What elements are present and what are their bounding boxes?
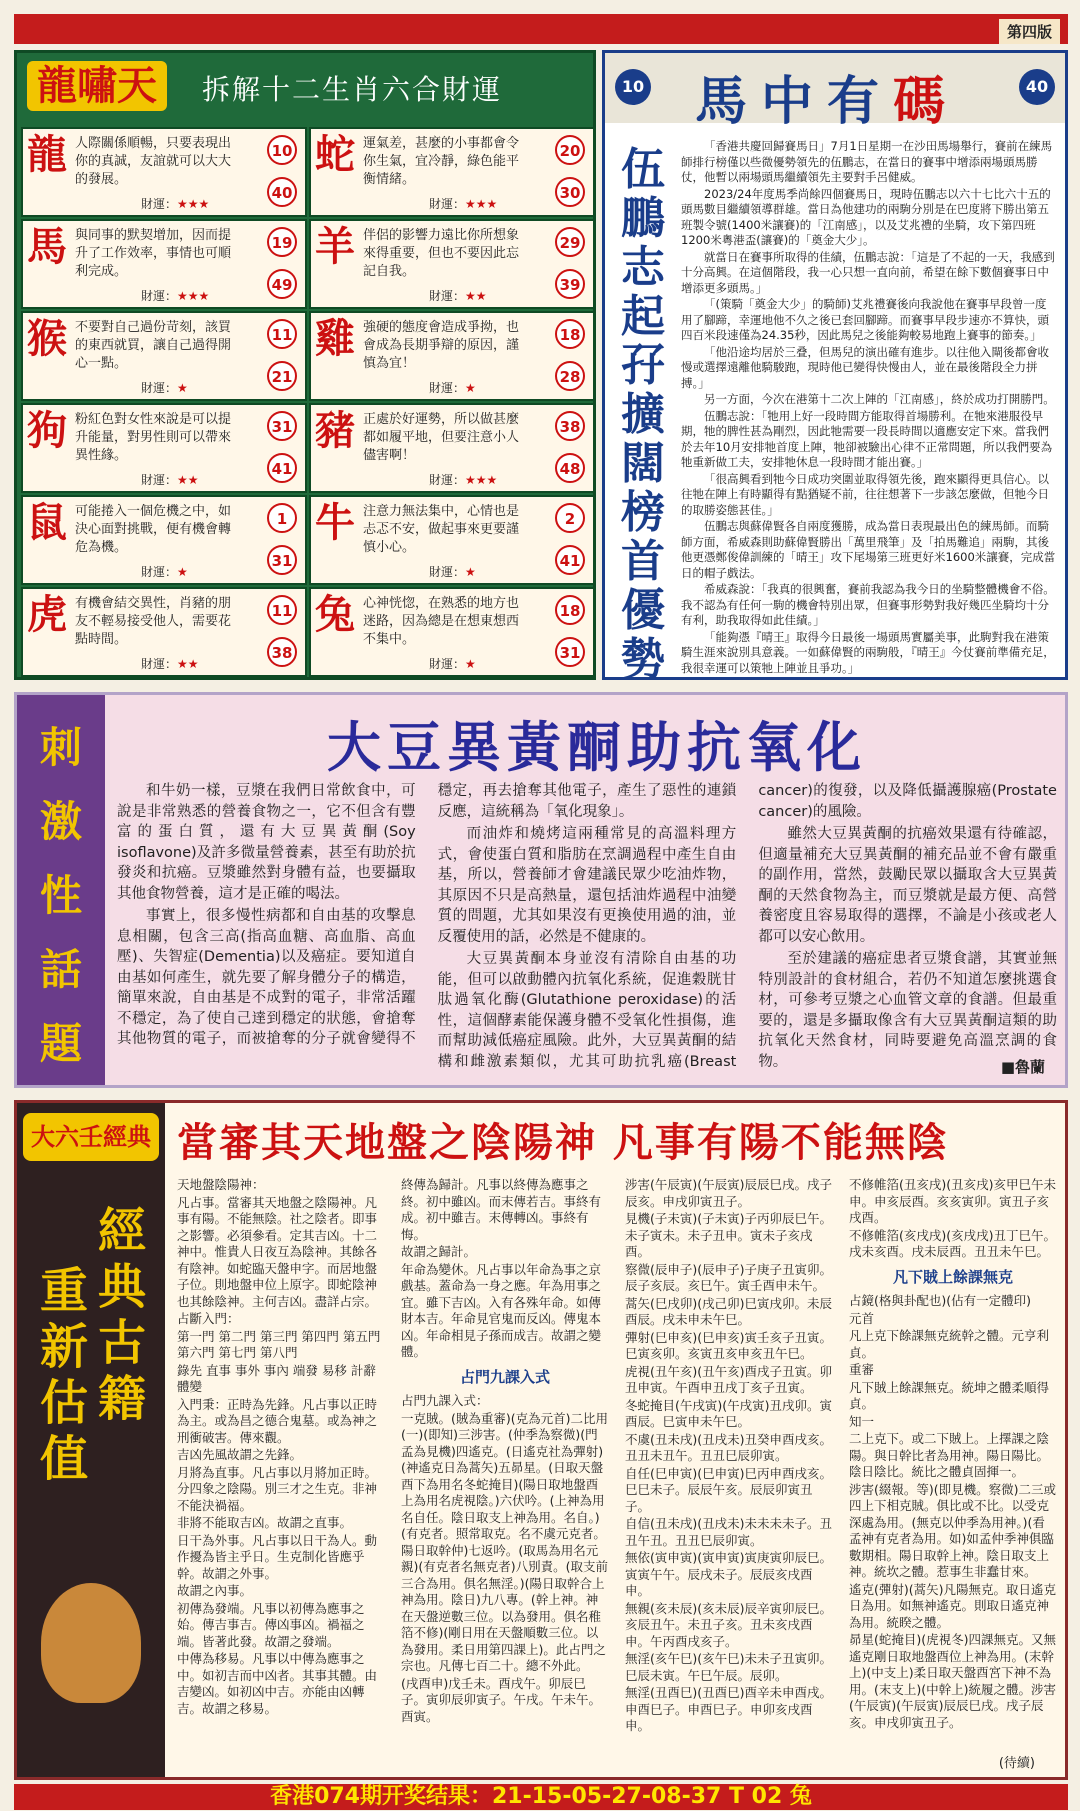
page-section-label: 第四版 [999,19,1060,44]
liuren-paragraph: 不修帷箔(亥戌戌)(亥戌戌)丑丁巳午。戌未亥酉。戌未辰酉。丑丑未午巳。 [849,1227,1057,1259]
zodiac-fortune-text: 粉紅色對女性來說是可以提升能量，對男性則可以帶來異性緣。 [75,412,232,463]
liuren-article-body [177,1177,1057,1737]
top-banner [14,14,1068,44]
liuren-paragraph: 虎視(丑午亥)(丑午亥)酉戌子丑寅。卯丑申寅。午酉申丑戌丁亥子丑寅。 [625,1363,833,1395]
zodiac-animal: 雞 [315,315,355,362]
zodiac-cell [309,403,595,493]
racing-ball-left: 10 [615,69,651,105]
star-icon: ★ [465,565,476,579]
zodiac-wealth-rating: 財運：★ [429,657,476,671]
lottery-results-bar: 香港074期开奖结果：21-15-05-27-08-37 T 02 兔 [14,1784,1068,1810]
zodiac-fortune-text: 人際關係順暢，只要表現出你的真誠，友誼就可以大大的發展。 [75,136,232,187]
zodiac-animal: 猴 [27,315,67,362]
zodiac-cell [309,219,595,309]
liuren-paragraph: 天地盤陰陽神： [177,1177,265,1192]
zodiac-lucky-number: 2 [555,503,585,533]
liuren-paragraph: 涉害(午辰寅)(午辰寅)辰辰巳戌。戌子辰亥。申戌卯寅丑子。 [625,1177,833,1209]
liuren-paragraph: 二上克下。或二下賊上。上擇課之陰陽。與日幹比者為用神。陽日陽比。陰日陰比。統比之體貞固揮一。 [849,1431,1050,1479]
health-side-char: 刺 [39,723,82,772]
horse-racing-panel [602,50,1068,685]
zodiac-fortune-text: 注意力無法集中，心情也是忐忑不安，做起事來更要謹慎小心。 [363,504,520,555]
racing-paragraph: 「能夠憑『晴王』取得今日最後一場頭馬實屬美事，此駒對我在港策騎生涯來說別具意義。一如蘇偉賢的兩駒般，『晴王』今仗賽前準備充足，我很幸運可以策牠上陣並且爭功。」 [681,629,1055,675]
zodiac-header [17,53,593,123]
liuren-paragraph: 非將不能取吉凶。故謂之直事。 [177,1515,353,1530]
liuren-paragraph: 涉害(綴報。等)(即見機。察微)二三或四上下相克賊。俱比或不比。以受克深處為用。(無克以仲季為用神。)(看孟神有克者為用。如)如孟仲季神俱臨數期相。陽日取幹上神。陰日取支上神。統坎之體。惹事生非蠢甘來。 [849,1481,1057,1579]
liuren-paragraph: 重審 [849,1362,875,1377]
liuren-paragraph: 第一門 第二門 第三門 第四門 第五門 第六門 第七門 第八門 [177,1328,381,1360]
liuren-paragraph: 自任(巳申寅)(巳申寅)巳丙申酉戌亥。巳巳未子。辰辰午亥。辰辰卯寅丑子。 [625,1465,833,1514]
liuren-paragraph: 昴星(蛇掩目)(虎視冬)四課無克。又無遙克剛日取地盤酉位上神為用。(末幹上)(中支上)柔日取天盤酉宮下神不為用。(末支上)(中幹上)統履之體。涉害(午辰寅)(午辰寅)辰辰巳戌。戌子辰亥。申戌卯寅丑子。 [849,1632,1057,1730]
zodiac-cell [21,311,307,401]
liuren-paragraph: 日干為外事。凡占事以日干為人。動作擾為皆主乎日。生克制化皆應乎幹。故謂之外事。 [177,1532,378,1581]
liuren-paragraph: 不虞(丑未戌)(丑戌未)丑癸申酉戌亥。丑丑未丑午。丑丑巳辰卯寅。 [625,1431,833,1463]
zodiac-animal: 羊 [315,223,355,270]
zodiac-wealth-rating: 財運：★ [429,565,476,579]
racing-paragraph: 「他沿途均居於三叠，但馬兒的演出確有進步。以往他入閘後都會收慢或選擇遠離他騎駿跑，現時他已變得快慢由人，並在最後階段全力拼搏。」 [681,344,1049,390]
racing-paragraph: 「(策騎「奠金大少」的騎師)艾兆禮賽後向我說他在賽事早段曾一度用了腳蹄，幸運地他不久之後已套回腳蹄。而賽事早段步速亦不算快，頭四百米段速僅為24.35秒，因此馬兒之後能夠較易地跑上賽事的節奏。」 [681,297,1049,342]
zodiac-fortune-panel [14,50,596,680]
liuren-paragraph: 彈射(巳申亥)(巳申亥)寅壬亥子丑寅。巳寅亥卯。亥寅丑亥申亥丑午巳。 [625,1329,833,1361]
zodiac-animal: 兔 [315,591,355,638]
zodiac-wealth-rating: 財運：★ [141,565,188,579]
zodiac-fortune-text: 不要對自己過份苛刻，該買的東西就買，讓自己過得開心一點。 [75,320,232,371]
zodiac-cell [21,587,307,677]
health-title: 大豆異黃酮助抗氧化 [327,715,867,779]
racing-paragraph: 伍鵬志說：「牠用上好一段時間方能取得首場勝利。在牠來港服役早期，牠的脾性甚為剛烈，因此牠需要一段長時間以適應安定下來。當我們於去年10月安排牠首度上陣，牠卻被驗出心律不正常問題，所以我們要為牠重新做工夫，安排牠休息一段時間才能出賽。」 [681,408,1053,469]
zodiac-animal: 鼠 [27,499,67,546]
liuren-paragraph: 元首 [849,1310,875,1326]
health-paragraph: 雖然大豆異黃酮的抗癌效果還有待確認，但適量補充大豆異黃酮的補充品並不會有嚴重的副作用，當然，鼓勵民眾以攝取含大豆異黃酮的天然食物為主，而豆漿就是最方便、高營養密度且容易取得的選擇，不論是小孩或老人都可以安心飲用。 [758,826,1057,945]
zodiac-lucky-number: 1 [267,503,297,533]
health-side-char: 題 [39,1019,82,1068]
zodiac-animal: 蛇 [315,131,355,178]
zodiac-fortune-text: 與同事的默契增加，因而提升了工作效率，事情也可順利完成。 [75,228,232,279]
liuren-paragraph: 蒿矢(巳戌卯)(戌己卯)巳寅戌卯。未辰酉辰。戌未申未午巳。 [625,1295,833,1327]
liuren-paragraph: 無淫(丑酉巳)(丑酉巳)酉辛未申酉戌。申酉巳子。申酉巳子。申卯亥戌酉申。 [625,1685,833,1733]
star-icon: ★★ [465,289,487,303]
zodiac-animal: 馬 [27,223,67,270]
health-side-char: 話 [39,945,82,994]
liuren-paragraph: 中傳為移易。凡事以中傳為應事之中。如初吉而中凶者。其事其體。由吉變凶。如初凶中吉。亦能由凶轉吉。故謂之移易。 [177,1651,378,1716]
zodiac-cell [21,219,307,309]
zodiac-logo: 龍嘯天 [27,61,167,111]
zodiac-fortune-text: 有機會結交異性，肖豬的朋友不輕易接受他人，需要花點時間。 [75,596,232,647]
health-article-body [117,781,1057,1072]
liuren-badge: 大六壬經典 [23,1113,159,1161]
zodiac-lucky-number: 18 [555,319,585,349]
zodiac-cell [309,311,595,401]
racing-paragraph: 就當日在賽事所取得的佳績，伍鵬志說：「這是了不起的一天，我感到十分高興。在這個階段，我一心只想一直向前，希望在餘下數個賽事日中增添更多頭馬。」 [681,249,1055,295]
zodiac-lucky-number: 28 [555,361,585,391]
health-side-char: 激 [39,797,82,846]
star-icon: ★★★ [465,473,498,487]
liuren-paragraph: 無依(寅申寅)(寅申寅)寅庚寅卯辰巳。寅寅午午。辰戌未子。辰辰亥戌酉申。 [625,1550,833,1598]
liuren-paragraph: 吉凶先風故謂之先鋒。 [177,1447,303,1462]
liuren-paragraph: 無淫(亥午巳)(亥午巳)未未子丑寅卯。巳辰未寅。午巳午辰。辰卯。 [625,1651,833,1683]
zodiac-animal: 牛 [315,499,355,546]
liuren-paragraph: 終傳為歸計。凡事以終傳為應事之終。初中雖凶。而末傳若吉。事終有成。初中雖吉。末傳轉凶。事終有悔。 [401,1177,602,1242]
zodiac-lucky-number: 48 [555,453,585,483]
zodiac-lucky-number: 31 [267,411,297,441]
liuren-sidebar [17,1103,165,1777]
zodiac-animal: 狗 [27,407,67,454]
zodiac-fortune-text: 強硬的態度會造成爭拗，也會成為長期爭辯的原因，謹慎為宜！ [363,320,520,371]
star-icon: ★★★ [465,197,498,211]
zodiac-wealth-rating: 財運：★★ [429,289,487,303]
liuren-paragraph: 故謂之歸計。 [401,1244,477,1259]
liuren-paragraph: 冬蛇掩目(午戌寅)(午戌寅)丑戌卯。寅酉辰。巳寅申未午巳。 [625,1397,833,1429]
racing-title-bar [605,53,1065,132]
liuren-paragraph: 初傳為發端。凡事以初傳為應事之始。傳吉事吉。傳凶事凶。禍福之端。皆著此發。故謂之發端。 [177,1600,365,1649]
zodiac-cell [309,587,595,677]
star-icon: ★★★ [177,197,210,211]
racing-ball-right: 40 [1019,69,1055,105]
zodiac-wealth-rating: 財運：★★ [141,657,199,671]
liuren-paragraph: 凡上克下餘課無克統幹之體。元亨利貞。 [849,1328,1050,1360]
health-article [14,692,1068,1088]
star-icon: ★★ [177,473,199,487]
liuren-paragraph: 遙克(彈射)(蒿矢)凡陽無克。取日遙克日為用。如無神遙克。則取日遙克神為用。統睽之體。 [849,1581,1057,1630]
liuren-vertical-title-2: 重新估值 [39,1263,88,1487]
health-paragraph: 事實上，很多慢性病都和自由基的攻擊息息相關，包含三高(指高血糖、高血脂、高血壓)、失智症(Dementia)以及癌症。要知道自由基如何產生，就先要了解身體分子的構造，簡單來說，自由基是不成對的電子，非常活躍不穩定，為了使自己達到穩定的狀態，會搶奪其他物質的電子，而被搶奪的分子就會變得不穩定，再去搶奪其他電子，產生了惡性的連鎖反應，這統稱為「氧化現象」。 [117,783,737,1047]
liuren-paragraph: 占斷入門： [177,1311,240,1326]
zodiac-wealth-rating: 財運：★★★ [141,197,210,211]
health-sidebar [17,695,105,1085]
liuren-title: 當審其天地盤之陰陽神 凡事有陽不能無陰 [177,1119,949,1166]
zodiac-lucky-number: 11 [267,319,297,349]
health-side-char: 性 [39,871,82,920]
racing-paragraph: 「香港共慶回歸賽馬日」7月1日星期一在沙田馬場舉行，賽前在練馬師排行榜僅以些微優勢領先的伍鵬志，在當日的賽事中增添兩場頭馬勝仗，他暫以兩場頭馬繼續領先主要對手呂健威。 [681,139,1053,184]
zodiac-lucky-number: 39 [555,269,585,299]
liuren-paragraph: 無親(亥未辰)(亥未辰)辰辛寅卯辰巳。亥辰丑午。未丑子亥。丑未亥戌酉申。午丙酉戌亥子。 [625,1600,833,1649]
zodiac-lucky-number: 21 [267,361,297,391]
racing-headline: 伍鵬志起孖擴闊榜首優勢 [621,144,665,685]
health-paragraph: 至於建議的癌症患者豆漿食譜，其實並無特別設計的食材組合，若仍不知道怎麼挑選食材，可參考豆漿之心血管文章的食譜。但最重要的，還是多攝取像含有大豆異黃酮這類的助抗氧化天然食材，同時要避免高溫烹調的食物。 [758,951,1057,1070]
zodiac-fortune-text: 正處於好運勢，所以做甚麼都如履平地，但要注意小人儘害啊！ [363,412,520,463]
racing-title: 馬中有碼 [695,71,960,132]
health-paragraph: 和牛奶一樣，豆漿在我們日常飲食中，可說是非常熟悉的營養食物之一，它不但含有豐富的蛋白質，還有大豆異黃酮(Soy isoflavone)及許多微量營養素，甚至有助於抗發炎和抗癌。豆漿雖然對身體有益，也要攝取其他食物營養，這才是正確的喝法。 [117,783,416,902]
star-icon: ★ [177,565,188,579]
zodiac-wealth-rating: 財運：★★★ [141,289,210,303]
zodiac-lucky-number: 11 [267,595,297,625]
liuren-paragraph: 入門秉：正時為先鋒。凡占事以正時為主。或為昌之德合鬼墓。或為神之刑衝破害。傳來觀。 [177,1396,378,1445]
star-icon: ★ [177,381,188,395]
liuren-paragraph: 知一 [849,1413,875,1429]
liuren-paragraph: 一克賊。(賊為重審)(克為元首)二比用(一)(即知)三涉害。(仲季為察微)(門孟為見機)四遙克。(日遙克社為彈射)(神遙克日為蒿矢)五昴星。(日取天盤酉下為用名冬蛇掩目)(陽日取地盤酉上為用名虎視陰。)六伏吟。(上神為用名自任。陰日取支上神為用。名自。)(有克者。照常取克。名不虞元克者。陽日取幹仲)七返吟。(取馬為用名元親)(有克者名無克者)八別責。(取支前三合為用。俱名無淫。)(陽日取幹合上神為用。陰日)九八專。(幹上神。神在天盤逆數三位。以為發用。俱名稚箔不修)(剛日用在天盤順數三位。以為發用。柔日用第四課上)。此占門之宗也。凡傳七百二十。總不外此。 [401,1410,609,1673]
racing-article-body [681,139,1057,677]
zodiac-subtitle: 拆解十二生肖六合財運 [202,73,503,106]
liuren-paragraph: 占鏡(格與卦配也)(佔有一定體印) [849,1293,1032,1308]
zodiac-fortune-text: 可能捲入一個危機之中，如決心面對挑戰，便有機會轉危為機。 [75,504,232,555]
scholar-portrait-icon [41,1583,141,1703]
zodiac-lucky-number: 18 [555,595,585,625]
racing-paragraph: 伍鵬志與蘇偉賢各自兩度獲勝，成為當日表現最出色的練馬師。而騎師方面，希威森則助蘇偉賢勝出「萬里飛筆」及「拍馬難追」兩駒，其後他更憑鄭俊偉訓練的「晴王」攻下尾場第三班更好米1600米讓賽，完成當日的帽子戲法。 [681,519,1056,580]
liuren-paragraph: (戌酉申)戊壬未。酉戌午。卯辰巳子。寅卯辰卯寅子。午戌。午未午。酉寅。 [401,1675,602,1724]
liuren-paragraph: 見機(子未寅)(子未寅)子丙卯辰巳午。未子寅未。未子丑申。寅未子亥戌酉。 [625,1211,833,1259]
zodiac-lucky-number: 10 [267,135,297,165]
zodiac-cell [309,127,595,217]
liuren-subheading: 占門九課入式 [459,1367,550,1386]
star-icon: ★★★ [177,289,210,303]
zodiac-wealth-rating: 財運：★★★ [429,197,498,211]
zodiac-fortune-text: 運氣差，甚麼的小事都會令你生氣，宜冷靜，綠色能平衡情緒。 [363,136,520,187]
liuren-paragraph: 年命為變休。凡占事以年命為事之京戲基。蓋命為一身之應。年為用事之宜。雖下吉凶。入有各殊年命。如傳財本吉。年命見官鬼而反凶。傳鬼本凶。年命相見子孫而成吉。故謂之變體。 [401,1261,602,1359]
liuren-subheading: 凡下賊上餘課無克 [892,1267,1013,1286]
zodiac-cell [21,495,307,585]
liuren-paragraph: 占門九課入式： [401,1393,489,1408]
zodiac-lucky-number: 41 [555,545,585,575]
zodiac-lucky-number: 49 [267,269,297,299]
zodiac-cell [309,495,595,585]
zodiac-lucky-number: 31 [555,637,585,667]
liuren-vertical-title-1: 經典古籍 [97,1203,146,1427]
racing-paragraph: 希威森說：「我真的很興奮，賽前我認為我今日的坐騎整體機會不俗。我不認為有任何一駒的機會特別出眾，但賽事形勢對我好幾匹坐騎均十分有利，助我取得如此佳績。」 [681,582,1055,627]
racing-paragraph: 另一方面，今次在港第十二次上陣的「江南感」，終於成功打開勝門。 [704,392,1055,406]
zodiac-lucky-number: 40 [267,177,297,207]
zodiac-lucky-number: 38 [267,637,297,667]
zodiac-lucky-number: 20 [555,135,585,165]
health-paragraph: 大豆異黃酮本身並沒有清除自由基的功能，但可以啟動體內抗氧化系統，促進穀胱甘肽過氧化酶(Glutathione peroxidase)的活性，這個酵素能保護身體不受氧化性損傷，進而幫助減低癌症風險。此外，大豆異黃酮的結構和雌激素類似，尤其可助抗乳癌(Breast cancer)的復發，以及降低攝護腺癌(Prostate cancer)的風險。 [437,783,1057,1070]
zodiac-wealth-rating: 財運：★★ [141,473,199,487]
zodiac-wealth-rating: 財運：★ [429,381,476,395]
liuren-continued: (待續) [998,1756,1035,1771]
star-icon: ★ [465,657,476,671]
zodiac-animal: 龍 [27,131,67,178]
zodiac-lucky-number: 29 [555,227,585,257]
zodiac-lucky-number: 38 [555,411,585,441]
liuren-paragraph: 故謂之內事。 [177,1583,253,1598]
liuren-paragraph: 察微(辰申子)(辰申子)子庚子丑寅卯。辰子亥辰。亥巳午。寅壬酉申未午。 [625,1261,833,1293]
star-icon: ★★ [177,657,199,671]
zodiac-wealth-rating: 財運：★ [141,381,188,395]
zodiac-fortune-text: 心神恍惚，在熟悉的地方也迷路，因為總是在想東想西不集中。 [363,596,520,647]
star-icon: ★ [465,381,476,395]
zodiac-animal: 虎 [27,591,67,638]
liuren-paragraph: 不修帷箔(丑亥戌)(丑亥戌)亥甲巳午未申。申亥辰酉。亥亥寅卯。寅丑子亥戌酉。 [849,1177,1057,1225]
liuren-paragraph: 凡占事。當審其天地盤之陰陽神。凡事有陽。不能無陰。社之陰者。即事之影響。必須參看。定其吉凶。十二神中。惟貴人日夜互為陰神。其餘各有陰神。如蛇臨天盤申字。而居地盤子位。則地盤申位上原字。即蛇陰神也其餘陰神。主何吉凶。盡詳占宗。 [177,1194,378,1309]
liuren-article [14,1100,1068,1780]
health-paragraph: 而油炸和燒烤這兩種常見的高溫料理方式，會使蛋白質和脂肪在烹調過程中產生自由基，所以，營養師才會建議民眾少吃油炸物，其原因不只是高熱量，還包括油炸過程中油變質的問題，尤其如果沒有更換使用過的油，並反覆使用的話，必然是不健康的。 [437,826,737,945]
zodiac-lucky-number: 41 [267,453,297,483]
racing-paragraph: 「很高興看到牠今日成功突圍並取得領先後，跑來顯得更具信心。以往牠在陣上有時顯得有點猶疑不前，往往想著下一步該怎麼做，但牠今日的取勝姿態甚佳。」 [681,471,1049,517]
zodiac-cell [21,403,307,493]
liuren-paragraph: 錄先 直事 事外 事內 端發 易移 計辭 體變 [177,1362,376,1394]
zodiac-lucky-number: 30 [555,177,585,207]
zodiac-lucky-number: 31 [267,545,297,575]
racing-paragraph: 2023/24年度馬季尚餘四個賽馬日，現時伍鵬志以六十七比六十五的頭馬數目繼續領導群雄。當日為他建功的兩駒分別是在巴度將下勝出第五班製令號(1400米讓賽)的「江南感」，以及艾兆禮的坐騎，攻下第四班1200米粵港盃(讓賽)的「奠金大少」。 [681,186,1051,247]
liuren-paragraph: 凡下賊上餘課無克。統坤之體柔順得貞。 [849,1379,1050,1411]
health-author: ■魯蘭 [1000,1058,1045,1076]
liuren-paragraph: 月將為直事。凡占事以月將加正時。分四象之陰陽。別三才之生克。非神不能決禍福。 [177,1464,378,1513]
zodiac-animal: 豬 [315,407,355,454]
zodiac-lucky-number: 19 [267,227,297,257]
zodiac-fortune-text: 伴侶的影響力遠比你所想象來得重要，但也不要因此忘記自我。 [363,228,520,279]
zodiac-wealth-rating: 財運：★★★ [429,473,498,487]
zodiac-cell [21,127,307,217]
liuren-paragraph: 自信(丑未戌)(丑戌未)未未未未子。丑丑午丑。丑丑巳辰卯寅。 [625,1516,833,1548]
